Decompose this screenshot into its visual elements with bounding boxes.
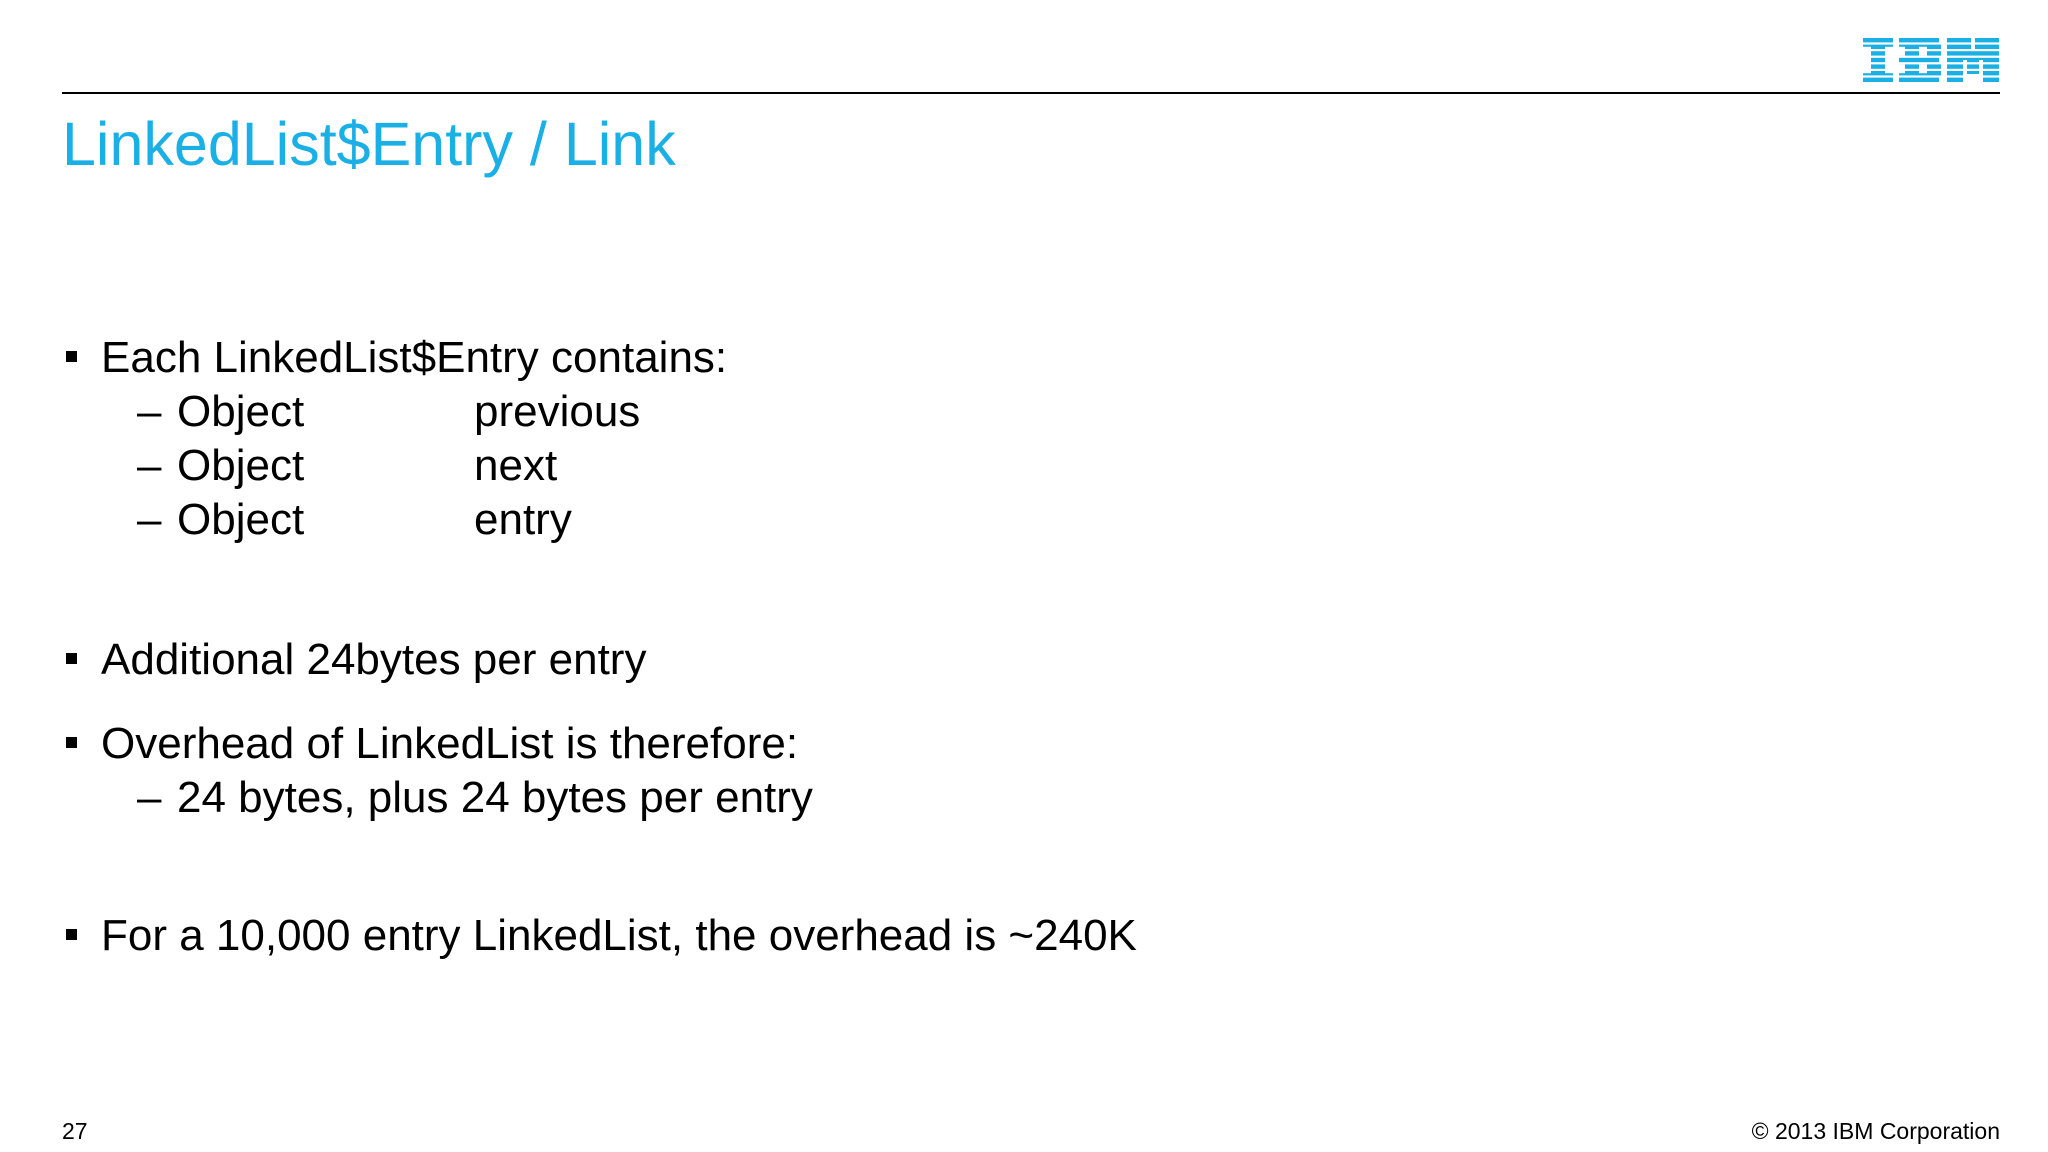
sub-dash: – (137, 441, 162, 490)
bullet-text: For a 10,000 entry LinkedList, the overhead is ~240K (101, 911, 1137, 960)
sub-type: Object (177, 495, 305, 544)
sub-text: 24 bytes, plus 24 bytes per entry (177, 773, 813, 822)
bullet-marker (66, 737, 77, 748)
bullet-marker (66, 653, 77, 664)
ibm-logo (1863, 38, 1999, 82)
sub-field: previous (474, 387, 641, 436)
sub-type: Object (177, 387, 305, 436)
bullet-marker (66, 351, 77, 362)
header-rule (62, 92, 2000, 94)
bullet-marker (66, 929, 77, 940)
sub-dash: – (137, 495, 162, 544)
sub-field: next (474, 441, 558, 490)
bullet-text: Each LinkedList$Entry contains: (101, 333, 728, 382)
sub-type: Object (177, 441, 305, 490)
sub-field: entry (474, 495, 572, 544)
bullet-text: Overhead of LinkedList is therefore: (101, 719, 799, 768)
sub-dash: – (137, 773, 162, 822)
sub-dash: – (137, 387, 162, 436)
page-number: 27 (62, 1118, 88, 1144)
copyright-notice: © 2013 IBM Corporation (1751, 1118, 2000, 1144)
slide-title: LinkedList$Entry / Link (62, 110, 676, 178)
bullet-text: Additional 24bytes per entry (101, 635, 647, 684)
